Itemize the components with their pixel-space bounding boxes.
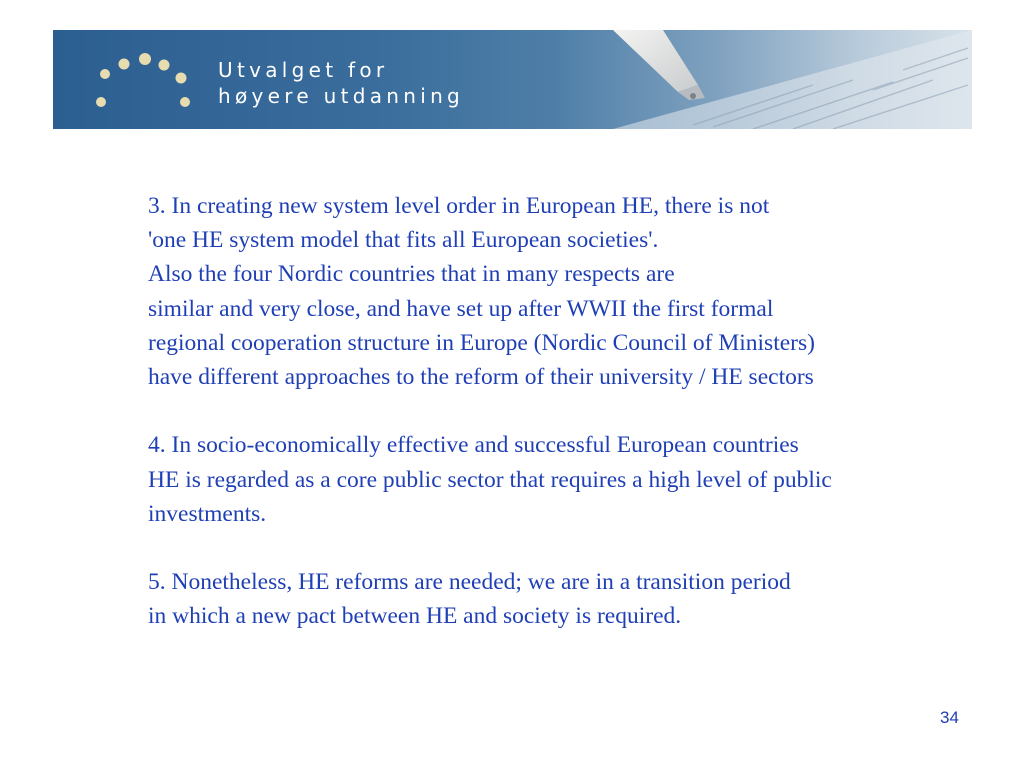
pen-icon — [613, 30, 705, 100]
paragraph-line: 3. In creating new system level order in European HE, there is not — [148, 193, 770, 219]
banner-title-line1: Utvalget for — [218, 58, 389, 82]
banner-artwork — [53, 30, 972, 129]
paragraph-line: in which a new pact between HE and society is required. — [148, 603, 682, 630]
slide-body — [148, 189, 988, 633]
paragraph-gap — [148, 394, 988, 428]
paragraph-line: 5. Nonetheless, HE reforms are needed; we are in a transition period — [148, 569, 791, 596]
page-number: 34 — [940, 708, 959, 727]
paragraph-line: similar and very close, and have set up after WWII the first formal — [148, 295, 774, 322]
paragraph-gap — [148, 531, 988, 565]
banner-title-line2: høyere utdanning — [218, 84, 465, 108]
logo-dots-icon — [96, 53, 190, 107]
paragraph-line: Also the four Nordic countries that in many respects are — [148, 261, 675, 288]
paragraph-line: regional cooperation structure in Europe (Nordic Council of Ministers) — [148, 329, 815, 356]
paragraph-line: 4. In socio-economically effective and successful European countries — [148, 432, 799, 459]
banner-title — [218, 57, 464, 109]
paragraph-line: investments. — [148, 500, 267, 527]
paragraph-line: HE is regarded as a core public sector that requires a high level of public — [148, 466, 832, 493]
paragraph-line: 'one HE system model that fits all European societies'. — [148, 227, 659, 254]
paragraph-line: have different approaches to the reform of their university / HE sectors — [148, 363, 814, 390]
header-banner — [53, 30, 972, 129]
